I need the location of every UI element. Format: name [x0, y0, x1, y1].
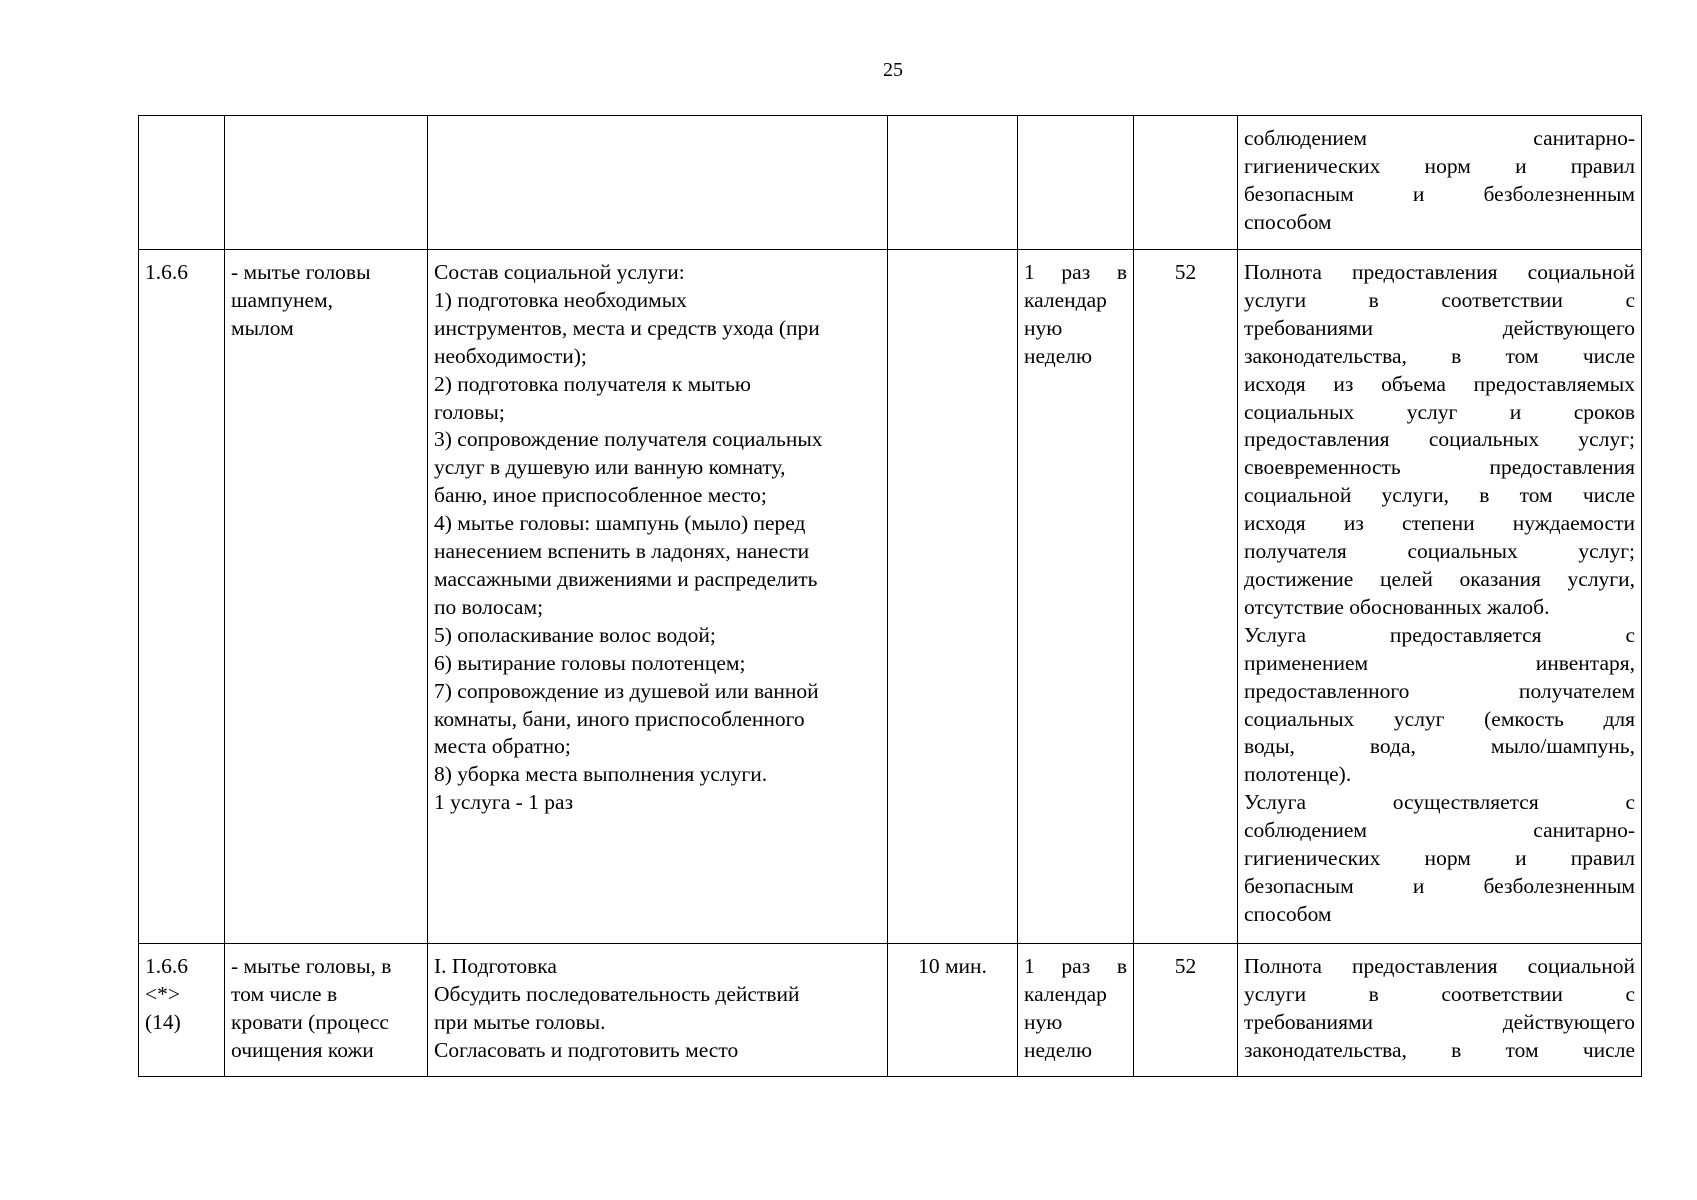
cell-frequency [1018, 250, 1134, 944]
quality-line: Услуга предоставляется с [1244, 622, 1635, 647]
cell-quality-indicators [1238, 250, 1642, 944]
cell-service-name: - мытье головы, в том числе в кровати (процесс очищения кожи [225, 944, 428, 1077]
cell-time-norm [888, 250, 1018, 944]
cell-service-name: - мытье головы шампунем, мылом [225, 250, 428, 944]
quality-line: безопасным и безболезненным [1244, 181, 1635, 206]
quality-line: соблюдением санитарно- [1244, 126, 1635, 150]
quality-line: своевременность предоставления [1244, 455, 1635, 480]
quality-line: Полнота предоставления социальной [1244, 260, 1635, 284]
frequency-line: неделю [1024, 343, 1093, 368]
cell-quality-indicators [1238, 116, 1642, 250]
quality-line: исходя из степени нуждаемости [1244, 511, 1635, 536]
table-row [139, 250, 1642, 944]
cell-time-norm [888, 116, 1018, 250]
frequency-line: календар [1024, 287, 1107, 312]
cell-number: 1.6.6 <*> (14) [139, 944, 225, 1077]
cell-service-content: I. Подготовка Обсудить последовательность действий при мытье головы. Согласовать и подготовить место [428, 944, 888, 1077]
quality-line: Полнота предоставления социальной [1244, 954, 1635, 978]
page-number: 25 [883, 59, 903, 81]
quality-line: социальной услуги, в том числе [1244, 483, 1635, 508]
quality-line: предоставленного получателем [1244, 678, 1635, 703]
quality-line: законодательства, в том числе [1244, 1037, 1635, 1062]
cell-service-content: Состав социальной услуги: 1) подготовка необходимых инструментов, места и средств ухода (при необходимости); 2) подготовка получателя к мытью головы; 3) сопровождение получателя социальных услуг в душевую или ванную комнату, баню, иное приспособленное место; 4) мытье головы: шампунь (мыло) перед нанесением вспенить в ладонях, нанести массажными движениями и распределить по волосам; 5) ополаскивание волос водой; 6) вытирание головы полотенцем; 7) сопровождение из душевой или ванной комнаты, бани, иного приспособленного места обратно; 8) уборка места выполнения услуги. 1 услуга - 1 раз [428, 250, 888, 944]
quality-line: предоставления социальных услуг; [1244, 427, 1635, 452]
quality-line: воды, вода, мыло/шампунь, [1244, 734, 1635, 759]
frequency-line: 1 раз в [1024, 260, 1127, 284]
frequency-line: ную [1024, 315, 1063, 340]
cell-number: 1.6.6 [139, 250, 225, 944]
quality-line: применением инвентаря, [1244, 650, 1635, 675]
cell-count: 52 [1134, 250, 1238, 944]
quality-line: получателя социальных услуг; [1244, 539, 1635, 564]
cell-count: 52 [1134, 944, 1238, 1077]
cell-number [139, 116, 225, 250]
quality-line: полотенце). [1244, 762, 1352, 787]
cell-count [1134, 116, 1238, 250]
quality-line: законодательства, в том числе [1244, 343, 1635, 368]
quality-line: услуги в соответствии с [1244, 287, 1635, 312]
quality-line: социальных услуг (емкость для [1244, 706, 1635, 731]
table-row [139, 944, 1642, 1077]
frequency-line: ную [1024, 1009, 1063, 1034]
quality-line: способом [1244, 901, 1332, 926]
quality-line: услуги в соответствии с [1244, 981, 1635, 1006]
quality-line: достижение целей оказания услуги, [1244, 566, 1635, 591]
quality-line: Услуга осуществляется с [1244, 790, 1635, 815]
frequency-line: календар [1024, 981, 1107, 1006]
quality-line: исходя из объема предоставляемых [1244, 371, 1635, 396]
cell-time-norm: 10 мин. [888, 944, 1018, 1077]
services-table [138, 115, 1642, 1077]
cell-frequency [1018, 944, 1134, 1077]
cell-service-content [428, 116, 888, 250]
quality-line: гигиенических норм и правил [1244, 846, 1635, 871]
quality-line: отсутствие обоснованных жалоб. [1244, 594, 1550, 619]
quality-line: безопасным и безболезненным [1244, 873, 1635, 898]
table-row [139, 116, 1642, 250]
frequency-line: 1 раз в [1024, 954, 1127, 978]
frequency-line: неделю [1024, 1037, 1093, 1062]
quality-line: социальных услуг и сроков [1244, 399, 1635, 424]
cell-quality-indicators [1238, 944, 1642, 1077]
cell-frequency [1018, 116, 1134, 250]
quality-line: способом [1244, 209, 1332, 234]
quality-line: требованиями действующего [1244, 315, 1635, 340]
quality-line: требованиями действующего [1244, 1009, 1635, 1034]
quality-line: соблюдением санитарно- [1244, 818, 1635, 843]
quality-line: гигиенических норм и правил [1244, 153, 1635, 178]
cell-service-name [225, 116, 428, 250]
